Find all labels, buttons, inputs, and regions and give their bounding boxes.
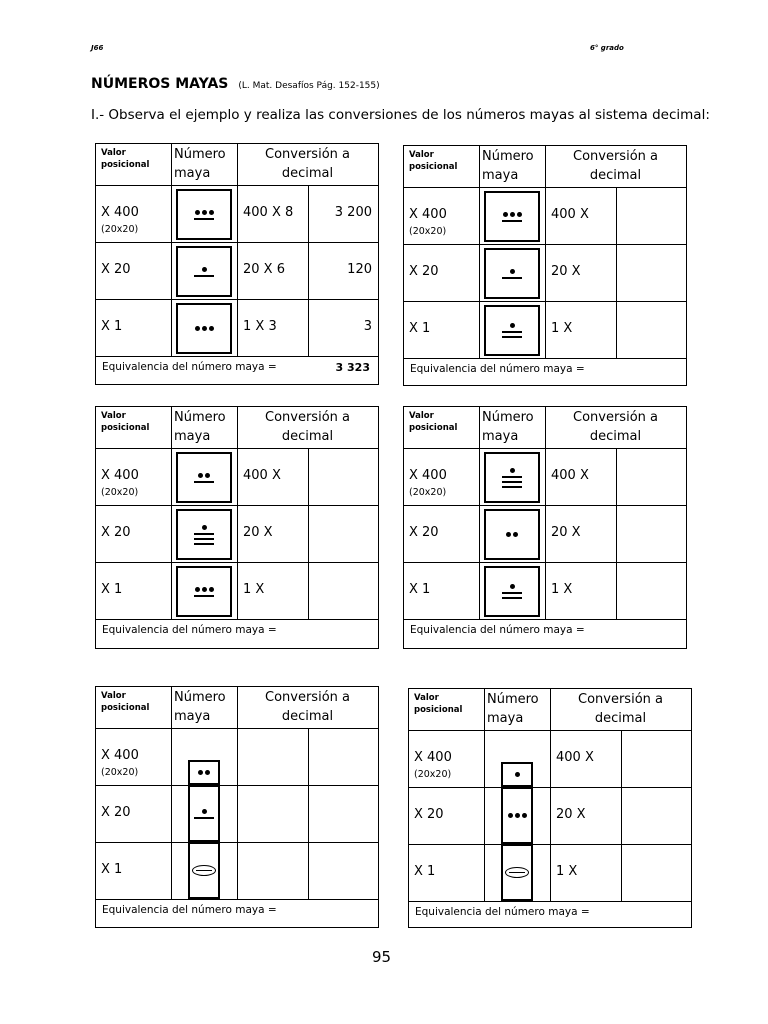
maya-glyph-1 [176,566,232,617]
title-reference: (L. Mat. Desafíos Pág. 152-155) [238,81,380,91]
header-line: Número [482,410,534,425]
maya-bar [194,595,214,597]
maya-dot [202,210,207,215]
maya-dot [506,532,511,537]
maya-bar [194,538,214,540]
maya-glyph-1 [176,303,232,354]
header-line: posicional [414,705,463,715]
table-rule [96,899,378,900]
header-valor-posicional [409,410,457,434]
maya-dots [195,210,214,215]
table-rule [171,144,172,356]
header-line: maya [174,166,211,181]
row-sublabel: (20x20) [409,226,447,237]
conversion-table [95,686,379,928]
header-line: posicional [101,160,150,170]
maya-dots [198,770,210,775]
header-line: decimal [594,711,647,726]
row-label: X 20 [101,805,131,820]
row-label: X 400 [414,750,452,765]
header-line: Valor [409,150,434,160]
header-grade: 6° grado [590,44,624,52]
conversion-table [95,406,379,649]
maya-dot [202,267,207,272]
maya-dots [202,267,207,272]
maya-dots [195,587,214,592]
header-line: posicional [409,162,458,172]
row-label: X 20 [101,262,131,277]
maya-dot [198,770,203,775]
table-rule [96,356,378,357]
maya-glyph-400 [176,452,232,503]
instructions: I.- Observa el ejemplo y realiza las conversiones de los números mayas al sistema decimal: [91,107,710,123]
maya-dot [508,813,513,818]
row-sublabel: (20x20) [101,224,139,235]
maya-dot [198,473,203,478]
row-label: X 20 [414,807,444,822]
header-line: Número [174,410,226,425]
table-rule [308,448,309,619]
maya-dots [508,813,527,818]
page-title [91,76,380,92]
row-label: X 1 [414,864,436,879]
maya-dots [503,212,522,217]
maya-dot [517,212,522,217]
maya-bar [502,481,522,483]
header-line: Conversión a [573,149,658,164]
maya-bar [502,220,522,222]
header-line: maya [174,709,211,724]
maya-bar [502,476,522,478]
maya-bar [194,481,214,483]
conversion-multiplier: 1 X [243,582,265,597]
header-line: decimal [589,429,642,444]
maya-glyph-1 [188,842,220,899]
maya-glyph-1 [501,844,533,901]
header-line: posicional [101,703,150,713]
maya-glyph-20 [176,246,232,297]
maya-dot [195,587,200,592]
maya-dot [209,210,214,215]
conversion-multiplier: 400 X [551,468,589,483]
maya-dot [510,468,515,473]
conversion-multiplier: 400 X 8 [243,205,294,220]
maya-dots [506,532,518,537]
table-rule [409,901,691,902]
table-rule [479,407,480,619]
table-rule [96,619,378,620]
header-conversion-decimal [545,408,686,446]
table-rule [616,187,617,358]
header-conversion-decimal [545,147,686,185]
header-line: maya [482,429,519,444]
row-label: X 1 [101,319,123,334]
conversion-table [95,143,379,385]
maya-glyph-400 [484,452,540,503]
maya-dot [209,326,214,331]
header-numero-maya [482,147,534,185]
header-numero-maya [482,408,534,446]
equivalence-total: 3 323 [335,361,370,374]
title-text: NÚMEROS MAYAS [91,76,229,92]
maya-dots [510,468,515,473]
conversion-result: 120 [347,262,372,277]
table-rule [308,728,309,899]
table-rule [171,407,172,619]
conversion-table [403,145,687,386]
maya-dot [202,326,207,331]
maya-dots [202,525,207,530]
header-numero-maya [174,688,226,726]
equivalence-label: Equivalencia del número maya = [410,624,585,636]
table-rule [621,730,622,901]
maya-dot [205,770,210,775]
maya-dot [510,212,515,217]
maya-dots [510,323,515,328]
header-conversion-decimal [550,690,691,728]
table-rule [616,448,617,619]
maya-glyph-20 [484,509,540,560]
header-line: Valor [101,411,126,421]
equivalence-label: Equivalencia del número maya = [410,363,585,375]
header-line: posicional [101,423,150,433]
conversion-table [408,688,692,928]
maya-bar [194,218,214,220]
maya-dot [202,525,207,530]
header-line: Número [174,147,226,162]
conversion-multiplier: 1 X [551,321,573,336]
maya-glyph-1 [484,305,540,356]
maya-bar [502,277,522,279]
maya-shell-zero-icon [505,867,529,878]
equivalence-label: Equivalencia del número maya = [102,904,277,916]
header-line: Valor [101,691,126,701]
conversion-multiplier: 20 X [556,807,586,822]
table-rule [484,689,485,901]
equivalence-label: Equivalencia del número maya = [415,906,590,918]
header-numero-maya [487,690,539,728]
conversion-multiplier: 400 X [556,750,594,765]
maya-glyph-400 [176,189,232,240]
header-line: Valor [414,693,439,703]
maya-dot [510,584,515,589]
header-conversion-decimal [237,145,378,183]
row-label: X 400 [409,468,447,483]
header-numero-maya [174,145,226,183]
conversion-multiplier: 400 X [243,468,281,483]
header-valor-posicional [101,690,149,714]
conversion-table [403,406,687,649]
header-conversion-decimal [237,408,378,446]
table-rule [479,146,480,358]
maya-bar [194,817,214,819]
maya-glyph-20 [484,248,540,299]
maya-dots [202,809,207,814]
maya-dot [195,210,200,215]
header-line: Conversión a [265,690,350,705]
maya-glyph-400 [188,760,220,785]
header-line: decimal [281,709,334,724]
row-label: X 20 [409,264,439,279]
conversion-multiplier: 1 X 3 [243,319,277,334]
table-rule [171,687,172,899]
maya-dot [513,532,518,537]
maya-dot [195,326,200,331]
row-sublabel: (20x20) [409,487,447,498]
header-valor-posicional [101,147,149,171]
maya-dot [209,587,214,592]
equivalence-label: Equivalencia del número maya = [102,361,277,373]
conversion-multiplier: 20 X [551,525,581,540]
header-line: maya [174,429,211,444]
maya-glyph-20 [188,785,220,842]
header-line: maya [487,711,524,726]
maya-dot [510,323,515,328]
maya-dot [205,473,210,478]
conversion-multiplier: 400 X [551,207,589,222]
row-label: X 400 [101,748,139,763]
maya-bar [194,543,214,545]
table-rule [404,619,686,620]
maya-dot [522,813,527,818]
header-numero-maya [174,408,226,446]
maya-dot [510,269,515,274]
conversion-multiplier: 20 X [243,525,273,540]
table-rule [308,185,309,356]
maya-glyph-20 [176,509,232,560]
maya-dots [510,584,515,589]
maya-bar [502,336,522,338]
page-number: 95 [372,948,392,966]
conversion-multiplier: 20 X 6 [243,262,285,277]
header-conversion-decimal [237,688,378,726]
row-label: X 400 [409,207,447,222]
conversion-result: 3 [363,319,372,334]
header-code: J66 [91,44,104,52]
header-valor-posicional [101,410,149,434]
header-line: Conversión a [573,410,658,425]
conversion-multiplier: 1 X [551,582,573,597]
row-label: X 1 [101,582,123,597]
maya-glyph-20 [501,787,533,844]
header-line: Conversión a [265,147,350,162]
maya-bar [194,275,214,277]
maya-dot [202,809,207,814]
header-line: posicional [409,423,458,433]
row-label: X 1 [101,862,123,877]
conversion-multiplier: 20 X [551,264,581,279]
maya-dots [515,772,520,777]
header-line: Valor [409,411,434,421]
row-sublabel: (20x20) [414,769,452,780]
maya-dots [195,326,214,331]
header-line: decimal [281,429,334,444]
maya-bar [194,533,214,535]
maya-bar [502,597,522,599]
maya-glyph-400 [501,762,533,787]
header-line: Conversión a [578,692,663,707]
maya-glyph-1 [484,566,540,617]
maya-dots [198,473,210,478]
maya-dots [510,269,515,274]
maya-dot [503,212,508,217]
row-label: X 400 [101,205,139,220]
equivalence-label: Equivalencia del número maya = [102,624,277,636]
header-line: decimal [281,166,334,181]
row-label: X 1 [409,582,431,597]
header-line: Número [487,692,539,707]
row-sublabel: (20x20) [101,487,139,498]
maya-dot [515,772,520,777]
header-valor-posicional [414,692,462,716]
row-label: X 1 [409,321,431,336]
conversion-multiplier: 1 X [556,864,578,879]
row-label: X 20 [101,525,131,540]
row-label: X 400 [101,468,139,483]
maya-dot [202,587,207,592]
header-line: Número [174,690,226,705]
maya-shell-zero-icon [192,865,216,876]
header-valor-posicional [409,149,457,173]
header-line: decimal [589,168,642,183]
header-line: Número [482,149,534,164]
row-label: X 20 [409,525,439,540]
header-line: Conversión a [265,410,350,425]
maya-bar [502,486,522,488]
maya-dot [515,813,520,818]
maya-bar [502,592,522,594]
maya-glyph-400 [484,191,540,242]
header-line: maya [482,168,519,183]
table-rule [404,358,686,359]
conversion-result: 3 200 [334,205,372,220]
maya-bar [502,331,522,333]
row-sublabel: (20x20) [101,767,139,778]
header-line: Valor [101,148,126,158]
